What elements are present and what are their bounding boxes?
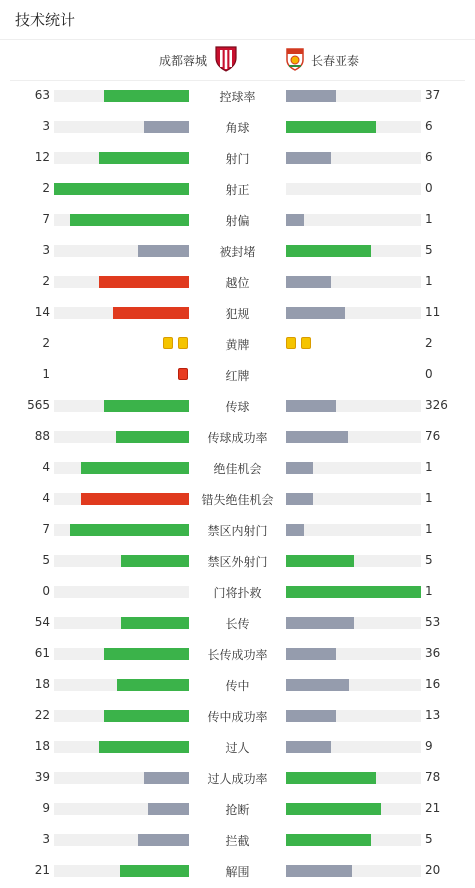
away-value: 5 bbox=[425, 243, 433, 257]
stat-row bbox=[0, 639, 475, 670]
stat-label: 长传成功率 bbox=[207, 648, 268, 662]
away-bar-track bbox=[286, 834, 421, 846]
stat-row bbox=[0, 205, 475, 236]
stat-label: 射正 bbox=[225, 183, 250, 197]
away-team-name: 长春亚泰 bbox=[311, 53, 360, 68]
away-bar-fill bbox=[286, 679, 349, 691]
stat-row bbox=[0, 670, 475, 701]
stat-label: 控球率 bbox=[219, 90, 256, 104]
away-value: 1 bbox=[425, 584, 433, 598]
stat-row bbox=[0, 453, 475, 484]
home-team-name: 成都蓉城 bbox=[158, 53, 207, 68]
home-value: 9 bbox=[42, 801, 50, 815]
home-bar-track bbox=[54, 586, 189, 598]
home-value: 18 bbox=[34, 739, 50, 753]
away-bar-track bbox=[286, 152, 421, 164]
away-bar-track bbox=[286, 245, 421, 257]
away-bar-track bbox=[286, 648, 421, 660]
home-bar-fill bbox=[113, 307, 189, 319]
teams-header bbox=[10, 40, 465, 81]
away-bar-fill bbox=[286, 648, 336, 660]
stat-label: 长传 bbox=[225, 617, 250, 631]
stat-row bbox=[0, 298, 475, 329]
away-value: 1 bbox=[425, 274, 433, 288]
home-value: 4 bbox=[42, 460, 50, 474]
stat-row bbox=[0, 360, 475, 391]
stat-row bbox=[0, 763, 475, 794]
home-bar-track bbox=[54, 865, 189, 877]
home-bar-track bbox=[54, 803, 189, 815]
away-bar-track bbox=[286, 772, 421, 784]
away-value: 1 bbox=[425, 491, 433, 505]
stat-row bbox=[0, 546, 475, 577]
away-bar-track bbox=[286, 431, 421, 443]
away-bar-fill bbox=[286, 586, 421, 598]
home-value: 21 bbox=[34, 863, 50, 877]
home-value: 1 bbox=[42, 367, 50, 381]
stat-row bbox=[0, 732, 475, 763]
stat-label: 禁区外射门 bbox=[207, 555, 268, 569]
home-value: 4 bbox=[42, 491, 50, 505]
home-bar-track bbox=[54, 276, 189, 288]
away-bar-fill bbox=[286, 276, 331, 288]
away-value: 5 bbox=[425, 832, 433, 846]
away-bar-fill bbox=[286, 493, 313, 505]
home-bar-fill bbox=[104, 90, 189, 102]
home-value: 7 bbox=[42, 522, 50, 536]
away-bar-track bbox=[286, 90, 421, 102]
home-value: 12 bbox=[34, 150, 50, 164]
stat-label: 被封堵 bbox=[219, 245, 256, 259]
away-bar-fill bbox=[286, 741, 331, 753]
stat-label: 门将扑救 bbox=[213, 586, 262, 600]
away-value: 76 bbox=[425, 429, 441, 443]
home-red-card-icon bbox=[178, 368, 188, 380]
home-bar-fill bbox=[117, 679, 189, 691]
away-bar-fill bbox=[286, 307, 345, 319]
stat-label: 黄牌 bbox=[225, 338, 250, 352]
away-bar-fill bbox=[286, 524, 304, 536]
home-bar-track bbox=[54, 741, 189, 753]
stats-list bbox=[0, 81, 475, 887]
away-value: 53 bbox=[425, 615, 441, 629]
stat-label: 错失绝佳机会 bbox=[201, 493, 274, 507]
away-bar-track bbox=[286, 121, 421, 133]
stat-row bbox=[0, 794, 475, 825]
home-bar-fill bbox=[104, 710, 189, 722]
home-bar-fill bbox=[144, 772, 189, 784]
stat-row bbox=[0, 484, 475, 515]
away-bar-fill bbox=[286, 617, 354, 629]
home-bar-fill bbox=[120, 865, 189, 877]
away-bar-track bbox=[286, 617, 421, 629]
away-bar-track bbox=[286, 524, 421, 536]
home-bar-track bbox=[54, 462, 189, 474]
stat-label: 传球 bbox=[225, 400, 250, 414]
away-value: 1 bbox=[425, 212, 433, 226]
away-bar-track bbox=[286, 586, 421, 598]
stat-label: 过人成功率 bbox=[207, 772, 268, 786]
away-bar-track bbox=[286, 462, 421, 474]
away-value: 0 bbox=[425, 367, 433, 381]
stat-label: 拦截 bbox=[225, 834, 250, 848]
away-bar-fill bbox=[286, 555, 354, 567]
away-value: 21 bbox=[425, 801, 441, 815]
away-value: 0 bbox=[425, 181, 433, 195]
home-bar-fill bbox=[104, 400, 189, 412]
home-value: 3 bbox=[42, 832, 50, 846]
home-value: 7 bbox=[42, 212, 50, 226]
stat-row bbox=[0, 267, 475, 298]
away-bar-fill bbox=[286, 834, 371, 846]
away-yellow-card-icon bbox=[301, 337, 311, 349]
away-bar-track bbox=[286, 214, 421, 226]
stat-row bbox=[0, 329, 475, 360]
home-bar-track bbox=[54, 555, 189, 567]
away-value: 6 bbox=[425, 119, 433, 133]
home-value: 5 bbox=[42, 553, 50, 567]
stat-label: 传中 bbox=[225, 679, 250, 693]
away-bar-track bbox=[286, 741, 421, 753]
stat-label: 射门 bbox=[225, 152, 250, 166]
stat-row bbox=[0, 391, 475, 422]
home-value: 14 bbox=[34, 305, 50, 319]
page-title: 技术统计 bbox=[0, 0, 475, 40]
home-bar-track bbox=[54, 648, 189, 660]
home-value: 3 bbox=[42, 119, 50, 133]
away-bar-track bbox=[286, 400, 421, 412]
stat-row bbox=[0, 112, 475, 143]
stat-row bbox=[0, 143, 475, 174]
home-bar-track bbox=[54, 431, 189, 443]
home-value: 2 bbox=[42, 181, 50, 195]
home-bar-track bbox=[54, 245, 189, 257]
away-bar-track bbox=[286, 493, 421, 505]
stat-row bbox=[0, 856, 475, 887]
stat-label: 射偏 bbox=[225, 214, 250, 228]
stat-label: 犯规 bbox=[225, 307, 250, 321]
home-bar-fill bbox=[144, 121, 189, 133]
away-bar-fill bbox=[286, 803, 381, 815]
home-bar-track bbox=[54, 772, 189, 784]
away-bar-track bbox=[286, 710, 421, 722]
away-value: 1 bbox=[425, 522, 433, 536]
away-bar-track bbox=[286, 276, 421, 288]
home-bar-track bbox=[54, 524, 189, 536]
stat-label: 解围 bbox=[225, 865, 250, 879]
away-value: 9 bbox=[425, 739, 433, 753]
away-value: 16 bbox=[425, 677, 441, 691]
home-bar-track bbox=[54, 152, 189, 164]
away-value: 2 bbox=[425, 336, 433, 350]
away-value: 6 bbox=[425, 150, 433, 164]
home-yellow-card-icon bbox=[178, 337, 188, 349]
stat-row bbox=[0, 825, 475, 856]
stat-row bbox=[0, 236, 475, 267]
stat-label: 传球成功率 bbox=[207, 431, 268, 445]
away-value: 78 bbox=[425, 770, 441, 784]
home-bar-fill bbox=[116, 431, 189, 443]
home-bar-track bbox=[54, 183, 189, 195]
home-value: 39 bbox=[34, 770, 50, 784]
home-bar-fill bbox=[138, 834, 189, 846]
home-value: 2 bbox=[42, 274, 50, 288]
home-bar-fill bbox=[121, 617, 189, 629]
away-bar-track bbox=[286, 307, 421, 319]
away-bar-fill bbox=[286, 865, 352, 877]
home-bar-fill bbox=[70, 524, 189, 536]
home-value: 22 bbox=[34, 708, 50, 722]
home-bar-fill bbox=[99, 276, 189, 288]
stat-row bbox=[0, 701, 475, 732]
away-bar-fill bbox=[286, 90, 336, 102]
home-bar-track bbox=[54, 214, 189, 226]
home-bar-fill bbox=[70, 214, 189, 226]
home-bar-fill bbox=[138, 245, 189, 257]
stat-row bbox=[0, 174, 475, 205]
home-bar-track bbox=[54, 679, 189, 691]
away-bar-fill bbox=[286, 121, 376, 133]
home-team[interactable] bbox=[10, 46, 237, 75]
home-bar-fill bbox=[99, 152, 189, 164]
home-bar-fill bbox=[148, 803, 189, 815]
home-bar-track bbox=[54, 90, 189, 102]
away-bar-fill bbox=[286, 152, 331, 164]
home-value: 61 bbox=[34, 646, 50, 660]
home-bar-fill bbox=[81, 462, 189, 474]
away-bar-track bbox=[286, 679, 421, 691]
home-bar-track bbox=[54, 307, 189, 319]
home-value: 18 bbox=[34, 677, 50, 691]
away-value: 36 bbox=[425, 646, 441, 660]
home-yellow-card-icon bbox=[163, 337, 173, 349]
home-bar-track bbox=[54, 834, 189, 846]
stat-label: 禁区内射门 bbox=[207, 524, 268, 538]
stat-row bbox=[0, 608, 475, 639]
away-bar-fill bbox=[286, 431, 348, 443]
away-bar-track bbox=[286, 865, 421, 877]
home-value: 88 bbox=[34, 429, 50, 443]
away-bar-track bbox=[286, 803, 421, 815]
away-value: 1 bbox=[425, 460, 433, 474]
away-bar-fill bbox=[286, 462, 313, 474]
away-bar-fill bbox=[286, 400, 336, 412]
home-team-crest-icon bbox=[215, 46, 237, 75]
away-bar-track bbox=[286, 555, 421, 567]
away-value: 5 bbox=[425, 553, 433, 567]
home-value: 565 bbox=[27, 398, 50, 412]
home-bar-track bbox=[54, 617, 189, 629]
away-team[interactable] bbox=[237, 47, 464, 74]
away-value: 20 bbox=[425, 863, 441, 877]
home-bar-fill bbox=[81, 493, 189, 505]
stat-label: 红牌 bbox=[225, 369, 250, 383]
away-value: 326 bbox=[425, 398, 448, 412]
stat-label: 绝佳机会 bbox=[213, 462, 262, 476]
away-bar-fill bbox=[286, 772, 376, 784]
home-bar-track bbox=[54, 400, 189, 412]
home-value: 54 bbox=[34, 615, 50, 629]
home-value: 3 bbox=[42, 243, 50, 257]
stat-label: 抢断 bbox=[225, 803, 250, 817]
stat-label: 过人 bbox=[225, 741, 250, 755]
stat-row bbox=[0, 422, 475, 453]
away-bar-fill bbox=[286, 245, 371, 257]
stat-row bbox=[0, 515, 475, 546]
home-bar-track bbox=[54, 710, 189, 722]
home-bar-fill bbox=[99, 741, 189, 753]
away-value: 37 bbox=[425, 88, 441, 102]
stat-label: 传中成功率 bbox=[207, 710, 268, 724]
home-value: 0 bbox=[42, 584, 50, 598]
away-yellow-card-icon bbox=[286, 337, 296, 349]
away-bar-track bbox=[286, 183, 421, 195]
stat-row bbox=[0, 81, 475, 112]
stat-label: 越位 bbox=[225, 276, 250, 290]
home-bar-fill bbox=[121, 555, 189, 567]
away-value: 13 bbox=[425, 708, 441, 722]
away-value: 11 bbox=[425, 305, 441, 319]
away-bar-fill bbox=[286, 710, 336, 722]
home-bar-track bbox=[54, 121, 189, 133]
home-bar-fill bbox=[104, 648, 189, 660]
home-value: 63 bbox=[34, 88, 50, 102]
stat-row bbox=[0, 577, 475, 608]
away-team-crest-icon bbox=[285, 47, 305, 74]
away-bar-fill bbox=[286, 214, 304, 226]
stat-label: 角球 bbox=[225, 121, 250, 135]
home-bar-track bbox=[54, 493, 189, 505]
home-value: 2 bbox=[42, 336, 50, 350]
home-bar-fill bbox=[54, 183, 189, 195]
